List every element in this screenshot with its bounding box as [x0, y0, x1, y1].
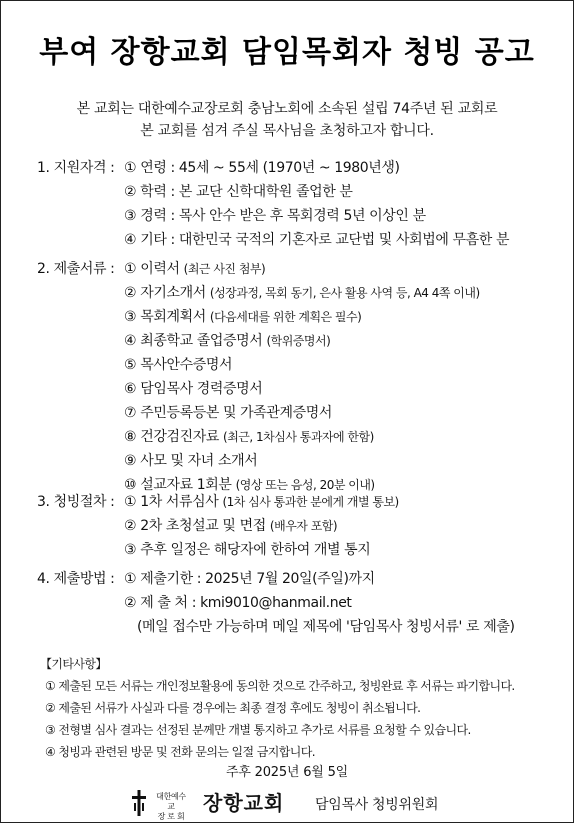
intro-line: 본 교회를 섬겨 주실 목사님을 초청하고자 합니다.	[140, 123, 434, 139]
item-note: (배우자 포함)	[269, 519, 338, 533]
item-main: ② 자기소개서	[124, 285, 206, 301]
committee-name: 담임목사 청빙위원회	[315, 797, 439, 813]
section-item: ② 학력 : 본 교단 신학대학원 졸업한 분	[124, 184, 353, 200]
section-item	[124, 281, 480, 305]
item-main: ⑩ 설교자료 1회분	[124, 477, 232, 493]
section-item: ⑨ 사모 및 자녀 소개서	[124, 453, 258, 469]
item-main: ① 이력서	[124, 261, 180, 277]
church-name: 장항교회	[203, 791, 285, 815]
denomination-bottom: 장 로 회	[157, 812, 185, 821]
item-main: ① 1차 서류심사	[124, 494, 219, 510]
submission-note: (메일 접수만 가능하며 메일 제목에 '담임목사 청빙서류' 로 제출)	[137, 619, 515, 635]
announcement-date: 주후 2025년 6월 5일	[225, 765, 348, 780]
other-notes	[37, 653, 515, 763]
note-item: ② 제출된 서류가 사실과 다를 경우에는 최종 결정 후에도 청빙이 취소됩니다.	[45, 701, 421, 715]
note-item: ④ 청빙과 관련된 방문 및 전화 문의는 일절 금지합니다.	[45, 745, 315, 759]
denomination-top: 대한예수교	[156, 792, 186, 811]
note-item: ③ 전형별 심사 결과는 선정된 분께만 개별 통지하고 추가로 서류를 요청할 수 있습니다.	[45, 723, 471, 737]
section-item: ⑥ 담임목사 경력증명서	[124, 381, 263, 397]
item-main: ④ 최종학교 졸업증명서	[124, 333, 263, 349]
item-note: (최근 사진 첨부)	[183, 262, 266, 276]
section-item	[124, 305, 361, 329]
section-item	[124, 257, 265, 281]
section-item: ⑦ 주민등록등본 및 가족관계증명서	[124, 405, 333, 421]
item-main: ⑧ 건강검진자료	[124, 429, 219, 445]
submission-deadline: ① 제출기한 : 2025년 7월 20일(주일)까지	[124, 571, 375, 587]
item-note: (영상 또는 음성, 20분 이내)	[235, 478, 375, 492]
item-note: (학위증명서)	[266, 334, 331, 348]
section-item	[124, 329, 330, 353]
section-item: ③ 추후 일정은 해당자에 한하여 개별 통지	[124, 542, 371, 558]
notes-header: 【기타사항】	[40, 657, 107, 671]
section-item	[124, 490, 399, 514]
section-item: ⑤ 목사안수증명서	[124, 357, 233, 373]
item-note: (다음세대를 위한 계획은 필수)	[209, 310, 362, 324]
intro-line: 본 교회는 대한예수교장로회 충남노회에 소속된 설립 74주년 된 교회로	[76, 101, 498, 117]
item-main: ② 2차 초청설교 및 면접	[124, 518, 266, 534]
section-label: 1. 지원자격 :	[37, 160, 115, 176]
cross-icon	[131, 790, 147, 816]
denomination-name	[153, 792, 189, 822]
item-main: ③ 목회계획서	[124, 309, 206, 325]
page-title: 부여 장항교회 담임목회자 청빙 공고	[39, 35, 535, 70]
submission-email: ② 제 출 처 : kmi9010@hanmail.net	[124, 595, 352, 611]
item-note: (최근, 1차심사 통과자에 한함)	[223, 430, 374, 444]
section-item: ④ 기타 : 대한민국 국적의 기혼자로 교단법 및 사회법에 무흠한 분	[124, 232, 510, 248]
section-item: ① 연령 : 45세 ~ 55세 (1970년 ~ 1980년생)	[124, 160, 400, 176]
section-item	[124, 514, 337, 538]
intro-text	[1, 98, 573, 142]
section-item: ③ 경력 : 목사 안수 받은 후 목회경력 5년 이상인 분	[124, 208, 426, 224]
section-label: 2. 제출서류 :	[37, 261, 115, 277]
section-label: 3. 청빙절차 :	[37, 494, 115, 510]
section-label: 4. 제출방법 :	[37, 571, 115, 587]
item-note: (1차 심사 통과한 분에게 개별 통보)	[222, 495, 399, 509]
section-item	[124, 425, 374, 449]
note-item: ① 제출된 모든 서류는 개인정보활용에 동의한 것으로 간주하고, 청빙완료 후 서류는 파기합니다.	[45, 679, 515, 693]
item-note: (성장과정, 목회 동기, 은사 활용 사역 등, A4 4쪽 이내)	[209, 286, 480, 300]
